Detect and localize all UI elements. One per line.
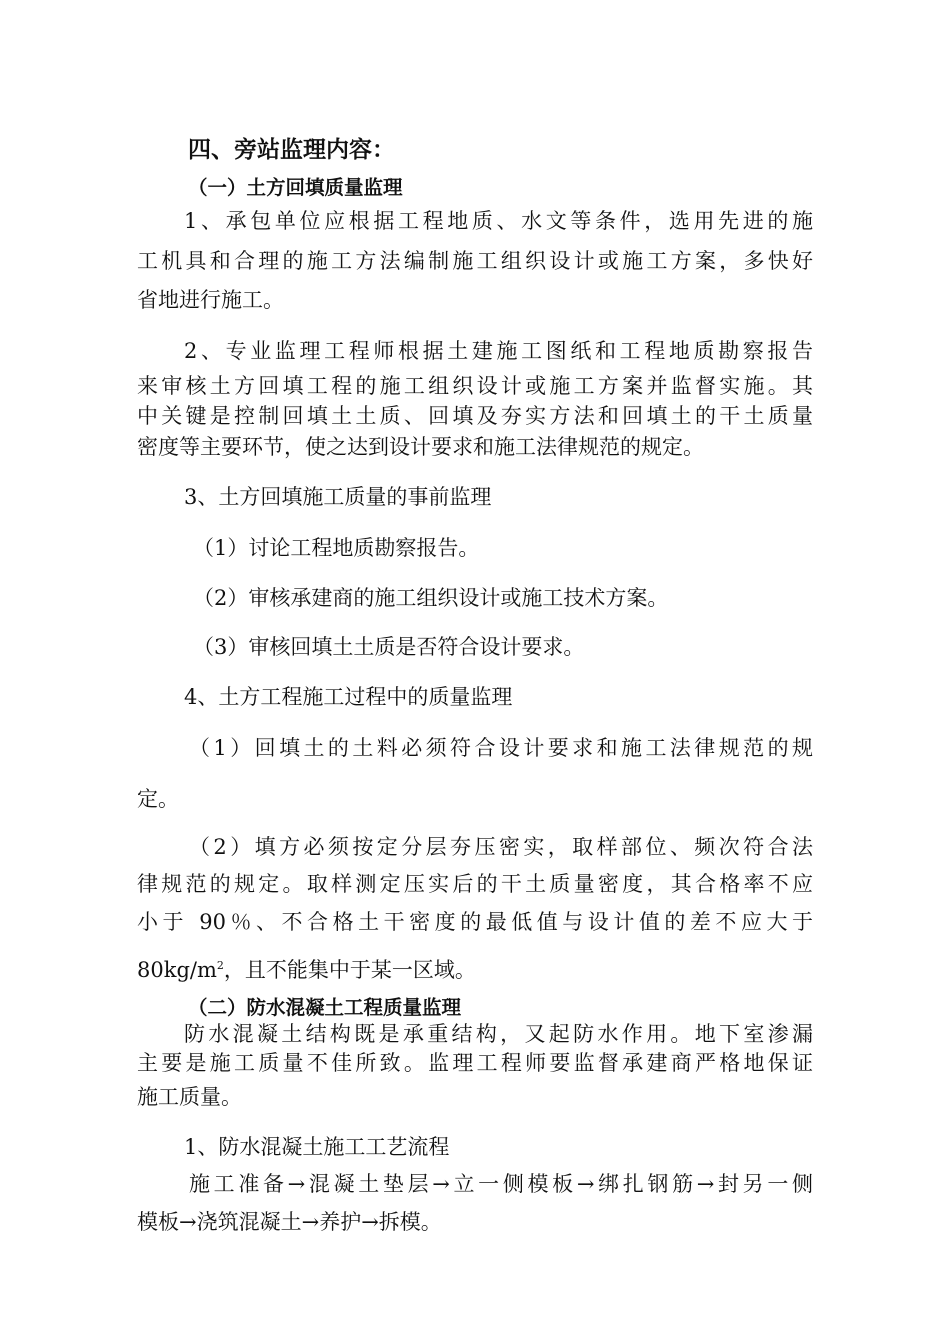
- paragraph-process-inspection-title: 4、土方工程施工过程中的质量监理: [184, 685, 513, 709]
- list-item: （1）讨论工程地质勘察报告。: [193, 536, 480, 560]
- paragraph-pre-inspection-title: 3、土方回填施工质量的事前监理: [184, 485, 492, 509]
- list-item: （3）审核回填土土质是否符合设计要求。: [193, 635, 585, 659]
- subsection-title-backfill: （一）土方回填质量监理: [188, 176, 403, 199]
- subsection-title-waterproof-concrete: （二）防水混凝土工程质量监理: [188, 996, 462, 1019]
- list-item: （2）审核承建商的施工组织设计或施工技术方案。: [193, 586, 669, 610]
- paragraph-process-flow-title: 1、防水混凝土施工工艺流程: [184, 1135, 450, 1159]
- section-heading: 四、旁站监理内容：: [188, 136, 395, 163]
- document-page: 四、旁站监理内容： （一）土方回填质量监理 1、承包单位应根据工程地质、水文等条件，选用先进的施 工机具和合理的施工方法编制施工组织设计或施工方案，多快好 省地进行施工。 2、专业监理工程师根据土建施工图纸和工程地质勘察报告 来审核土方回填工程的施工组织设计或施工方案并监督实施。其 中关键是控制回填土土质、回填及夯实方法和回填土的干土质量 密度等主要环节，使之达到设计要求和施工法律规范的规定。 3、土方回填施工质量的事前监理 （1）讨论工程地质勘察报告。 （2）审核承建商的施工组织设计或施工技术方案。 （3）审核回填土土质是否符合设计要求。 4、土方工程施工过程中的质量监理 （1）回填土的土料必须符合设计要求和施工法律规范的规 定。 （2）填方必须按定分层夯压密实，取样部位、频次符合法 律规范的规定。取样测定压实后的干土质量密度，其合格率不应 小于 90％、不合格土干密度的最低值与设计值的差不应大于 $80kg/m^2$，且不能集中于某一区域。 （二）防水混凝土工程质量监理 防水混凝土结构既是承重结构，又起防水作用。地下室渗漏 主要是施工质量不佳所致。监理工程师要监督承建商严格地保证 施工质量。 1、防水混凝土施工工艺流程 施工准备→混凝土垫层→立一侧模板→绑扎钢筋→封另一侧 模板→浇筑混凝土→养护→拆模。: [0, 0, 950, 1344]
- superscript: 2: [216, 959, 224, 972]
